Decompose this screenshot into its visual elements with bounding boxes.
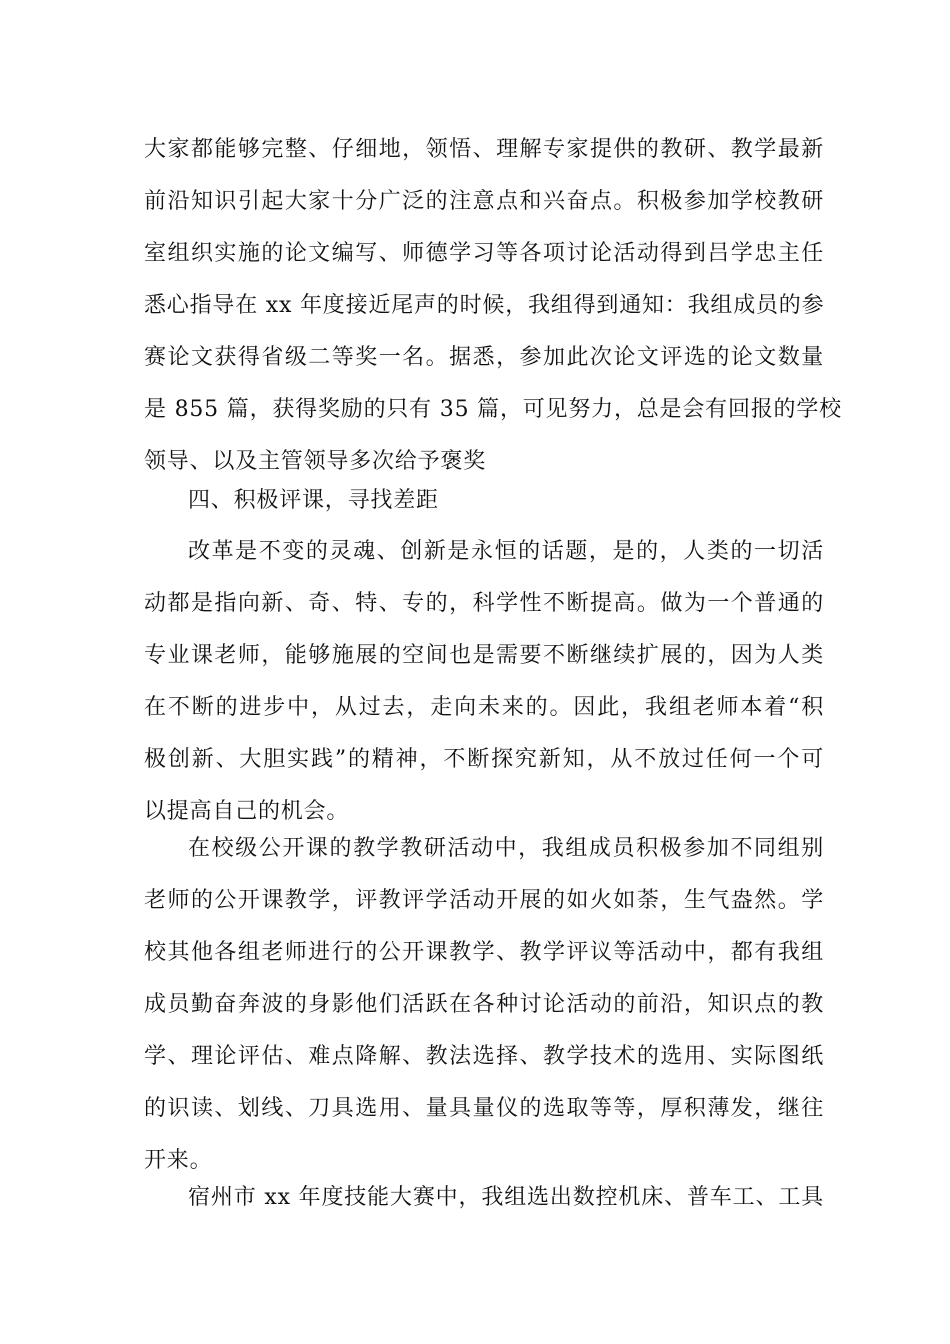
text-line: 在校级公开课的教学教研活动中，我组成员积极参加不同组别 bbox=[188, 836, 824, 861]
text-line: 是 855 篇，获得奖励的只有 35 篇，可见努力，总是会有回报的学校 bbox=[144, 397, 842, 422]
text-line: 在不断的进步中，从过去，走向未来的。因此，我组老师本着“积 bbox=[144, 695, 824, 720]
text-line: 宿州市 xx 年度技能大赛中，我组选出数控机床、普车工、工具 bbox=[188, 1185, 824, 1210]
section-heading bbox=[144, 475, 824, 527]
text-line: 前沿知识引起大家十分广泛的注意点和兴奋点。积极参加学校教研 bbox=[144, 189, 824, 214]
text-line: 极创新、大胆实践”的精神，不断探究新知，从不放过任何一个可 bbox=[144, 747, 824, 772]
paragraph-innovation bbox=[144, 526, 824, 838]
text-line: 成员勤奋奔波的身影他们活跃在各种讨论活动的前沿，知识点的教 bbox=[144, 992, 824, 1017]
text-line: 赛论文获得省级二等奖一名。据悉，参加此次论文评选的论文数量 bbox=[144, 345, 824, 370]
text-line: 专业课老师，能够施展的空间也是需要不断继续扩展的，因为人类 bbox=[144, 643, 824, 668]
text-line: 悉心指导在 xx 年度接近尾声的时候，我组得到通知：我组成员的参 bbox=[144, 293, 825, 318]
text-line: 室组织实施的论文编写、师德学习等各项讨论活动得到吕学忠主任 bbox=[144, 241, 824, 266]
text-line: 的识读、划线、刀具选用、量具量仪的选取等等，厚积薄发，继往 bbox=[144, 1096, 824, 1121]
text-line: 大家都能够完整、仔细地，领悟、理解专家提供的教研、教学最新 bbox=[144, 137, 824, 162]
text-line: 动都是指向新、奇、特、专的，科学性不断提高。做为一个普通的 bbox=[144, 591, 824, 616]
paragraph-continuation bbox=[144, 124, 842, 488]
text-line: 学、理论评估、难点降解、教法选择、教学技术的选用、实际图纸 bbox=[144, 1044, 824, 1069]
text-line: 领导、以及主管领导多次给予褒奖 bbox=[144, 449, 487, 474]
text-line: 改革是不变的灵魂、创新是永恒的话题，是的，人类的一切活 bbox=[188, 539, 824, 564]
text-line: 以提高自己的机会。 bbox=[144, 799, 350, 824]
paragraph-skills-contest bbox=[144, 1172, 824, 1224]
text-line: 开来。 bbox=[144, 1148, 213, 1173]
text-line: 老师的公开课教学，评教评学活动开展的如火如荼，生气盎然。学 bbox=[144, 888, 824, 913]
text-line: 校其他各组老师进行的公开课教学、教学评议等活动中，都有我组 bbox=[144, 940, 824, 965]
heading-text: 四、积极评课，寻找差距 bbox=[188, 488, 439, 513]
paragraph-open-class bbox=[144, 823, 824, 1187]
